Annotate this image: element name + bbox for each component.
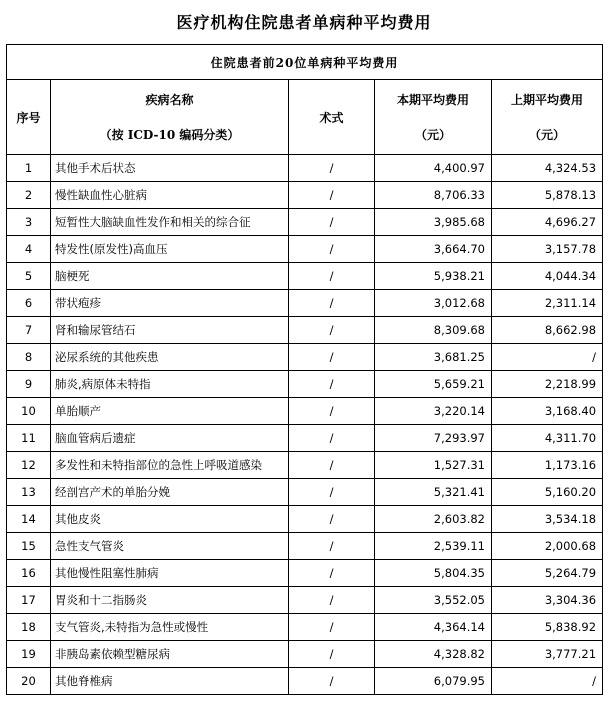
disease-name: 肺炎,病原体未特指 bbox=[51, 371, 289, 398]
procedure-value: / bbox=[289, 560, 375, 587]
table-row bbox=[7, 236, 603, 263]
previous-cost: / bbox=[492, 344, 603, 371]
table-row bbox=[7, 614, 603, 641]
disease-name: 其他皮炎 bbox=[51, 506, 289, 533]
row-number: 15 bbox=[7, 533, 51, 560]
procedure-value: / bbox=[289, 155, 375, 182]
table-row bbox=[7, 560, 603, 587]
current-cost: 3,012.68 bbox=[375, 290, 492, 317]
table-row bbox=[7, 533, 603, 560]
header-current-cost: 本期平均费用 （元） bbox=[375, 80, 492, 155]
row-number: 2 bbox=[7, 182, 51, 209]
header-no: 序号 bbox=[7, 80, 51, 155]
row-number: 1 bbox=[7, 155, 51, 182]
previous-cost: 2,000.68 bbox=[492, 533, 603, 560]
row-number: 10 bbox=[7, 398, 51, 425]
procedure-value: / bbox=[289, 371, 375, 398]
previous-cost: / bbox=[492, 668, 603, 695]
procedure-value: / bbox=[289, 641, 375, 668]
disease-name: 胃炎和十二指肠炎 bbox=[51, 587, 289, 614]
table-row bbox=[7, 668, 603, 695]
table-row bbox=[7, 344, 603, 371]
header-procedure: 术式 bbox=[289, 80, 375, 155]
previous-cost: 5,838.92 bbox=[492, 614, 603, 641]
disease-name: 其他脊椎病 bbox=[51, 668, 289, 695]
procedure-value: / bbox=[289, 452, 375, 479]
row-number: 20 bbox=[7, 668, 51, 695]
disease-name: 慢性缺血性心脏病 bbox=[51, 182, 289, 209]
current-cost: 2,539.11 bbox=[375, 533, 492, 560]
previous-cost: 2,218.99 bbox=[492, 371, 603, 398]
disease-name: 支气管炎,未特指为急性或慢性 bbox=[51, 614, 289, 641]
header-previous-cost: 上期平均费用 （元） bbox=[492, 80, 603, 155]
procedure-value: / bbox=[289, 533, 375, 560]
row-number: 17 bbox=[7, 587, 51, 614]
table-row bbox=[7, 587, 603, 614]
previous-cost: 4,311.70 bbox=[492, 425, 603, 452]
previous-cost: 4,696.27 bbox=[492, 209, 603, 236]
table-row bbox=[7, 506, 603, 533]
row-number: 6 bbox=[7, 290, 51, 317]
current-cost: 4,400.97 bbox=[375, 155, 492, 182]
procedure-value: / bbox=[289, 425, 375, 452]
previous-cost: 5,878.13 bbox=[492, 182, 603, 209]
current-cost: 3,985.68 bbox=[375, 209, 492, 236]
previous-cost: 5,160.20 bbox=[492, 479, 603, 506]
current-cost: 6,079.95 bbox=[375, 668, 492, 695]
disease-name: 带状疱疹 bbox=[51, 290, 289, 317]
procedure-value: / bbox=[289, 209, 375, 236]
current-cost: 5,938.21 bbox=[375, 263, 492, 290]
current-cost: 1,527.31 bbox=[375, 452, 492, 479]
previous-cost: 4,044.34 bbox=[492, 263, 603, 290]
previous-cost: 3,168.40 bbox=[492, 398, 603, 425]
disease-name: 特发性(原发性)高血压 bbox=[51, 236, 289, 263]
current-cost: 5,804.35 bbox=[375, 560, 492, 587]
current-cost: 4,328.82 bbox=[375, 641, 492, 668]
table-row bbox=[7, 425, 603, 452]
disease-name: 单胎顺产 bbox=[51, 398, 289, 425]
table-row bbox=[7, 263, 603, 290]
previous-cost: 3,777.21 bbox=[492, 641, 603, 668]
previous-cost: 2,311.14 bbox=[492, 290, 603, 317]
row-number: 4 bbox=[7, 236, 51, 263]
table-row bbox=[7, 155, 603, 182]
disease-name: 脑梗死 bbox=[51, 263, 289, 290]
procedure-value: / bbox=[289, 668, 375, 695]
procedure-value: / bbox=[289, 506, 375, 533]
disease-name: 其他慢性阻塞性肺病 bbox=[51, 560, 289, 587]
previous-cost: 5,264.79 bbox=[492, 560, 603, 587]
cost-table bbox=[6, 44, 603, 695]
header-disease-name: 疾病名称 （按 ICD-10 编码分类） bbox=[51, 80, 289, 155]
row-number: 8 bbox=[7, 344, 51, 371]
previous-cost: 8,662.98 bbox=[492, 317, 603, 344]
procedure-value: / bbox=[289, 614, 375, 641]
disease-name: 多发性和未特指部位的急性上呼吸道感染 bbox=[51, 452, 289, 479]
procedure-value: / bbox=[289, 344, 375, 371]
row-number: 13 bbox=[7, 479, 51, 506]
row-number: 3 bbox=[7, 209, 51, 236]
procedure-value: / bbox=[289, 263, 375, 290]
current-cost: 2,603.82 bbox=[375, 506, 492, 533]
disease-name: 泌尿系统的其他疾患 bbox=[51, 344, 289, 371]
current-cost: 3,664.70 bbox=[375, 236, 492, 263]
row-number: 9 bbox=[7, 371, 51, 398]
row-number: 12 bbox=[7, 452, 51, 479]
row-number: 16 bbox=[7, 560, 51, 587]
current-cost: 5,321.41 bbox=[375, 479, 492, 506]
disease-name: 经剖宫产术的单胎分娩 bbox=[51, 479, 289, 506]
disease-name: 短暂性大脑缺血性发作和相关的综合征 bbox=[51, 209, 289, 236]
procedure-value: / bbox=[289, 290, 375, 317]
current-cost: 3,220.14 bbox=[375, 398, 492, 425]
procedure-value: / bbox=[289, 587, 375, 614]
disease-name: 肾和输尿管结石 bbox=[51, 317, 289, 344]
table-row bbox=[7, 317, 603, 344]
current-cost: 3,552.05 bbox=[375, 587, 492, 614]
disease-name: 非胰岛素依赖型糖尿病 bbox=[51, 641, 289, 668]
previous-cost: 3,304.36 bbox=[492, 587, 603, 614]
table-row bbox=[7, 398, 603, 425]
table-row bbox=[7, 641, 603, 668]
table-subtitle: 住院患者前20位单病种平均费用 bbox=[7, 45, 603, 80]
table-row bbox=[7, 452, 603, 479]
table-row bbox=[7, 371, 603, 398]
procedure-value: / bbox=[289, 236, 375, 263]
current-cost: 5,659.21 bbox=[375, 371, 492, 398]
table-row bbox=[7, 209, 603, 236]
row-number: 7 bbox=[7, 317, 51, 344]
disease-name: 脑血管病后遗症 bbox=[51, 425, 289, 452]
table-row bbox=[7, 182, 603, 209]
disease-name: 急性支气管炎 bbox=[51, 533, 289, 560]
procedure-value: / bbox=[289, 317, 375, 344]
previous-cost: 1,173.16 bbox=[492, 452, 603, 479]
current-cost: 4,364.14 bbox=[375, 614, 492, 641]
previous-cost: 3,534.18 bbox=[492, 506, 603, 533]
current-cost: 8,309.68 bbox=[375, 317, 492, 344]
current-cost: 8,706.33 bbox=[375, 182, 492, 209]
row-number: 11 bbox=[7, 425, 51, 452]
procedure-value: / bbox=[289, 479, 375, 506]
previous-cost: 4,324.53 bbox=[492, 155, 603, 182]
row-number: 14 bbox=[7, 506, 51, 533]
table-row bbox=[7, 290, 603, 317]
previous-cost: 3,157.78 bbox=[492, 236, 603, 263]
current-cost: 3,681.25 bbox=[375, 344, 492, 371]
row-number: 19 bbox=[7, 641, 51, 668]
disease-name: 其他手术后状态 bbox=[51, 155, 289, 182]
procedure-value: / bbox=[289, 182, 375, 209]
row-number: 5 bbox=[7, 263, 51, 290]
table-row bbox=[7, 479, 603, 506]
procedure-value: / bbox=[289, 398, 375, 425]
current-cost: 7,293.97 bbox=[375, 425, 492, 452]
row-number: 18 bbox=[7, 614, 51, 641]
page-title: 医疗机构住院患者单病种平均费用 bbox=[176, 13, 432, 32]
